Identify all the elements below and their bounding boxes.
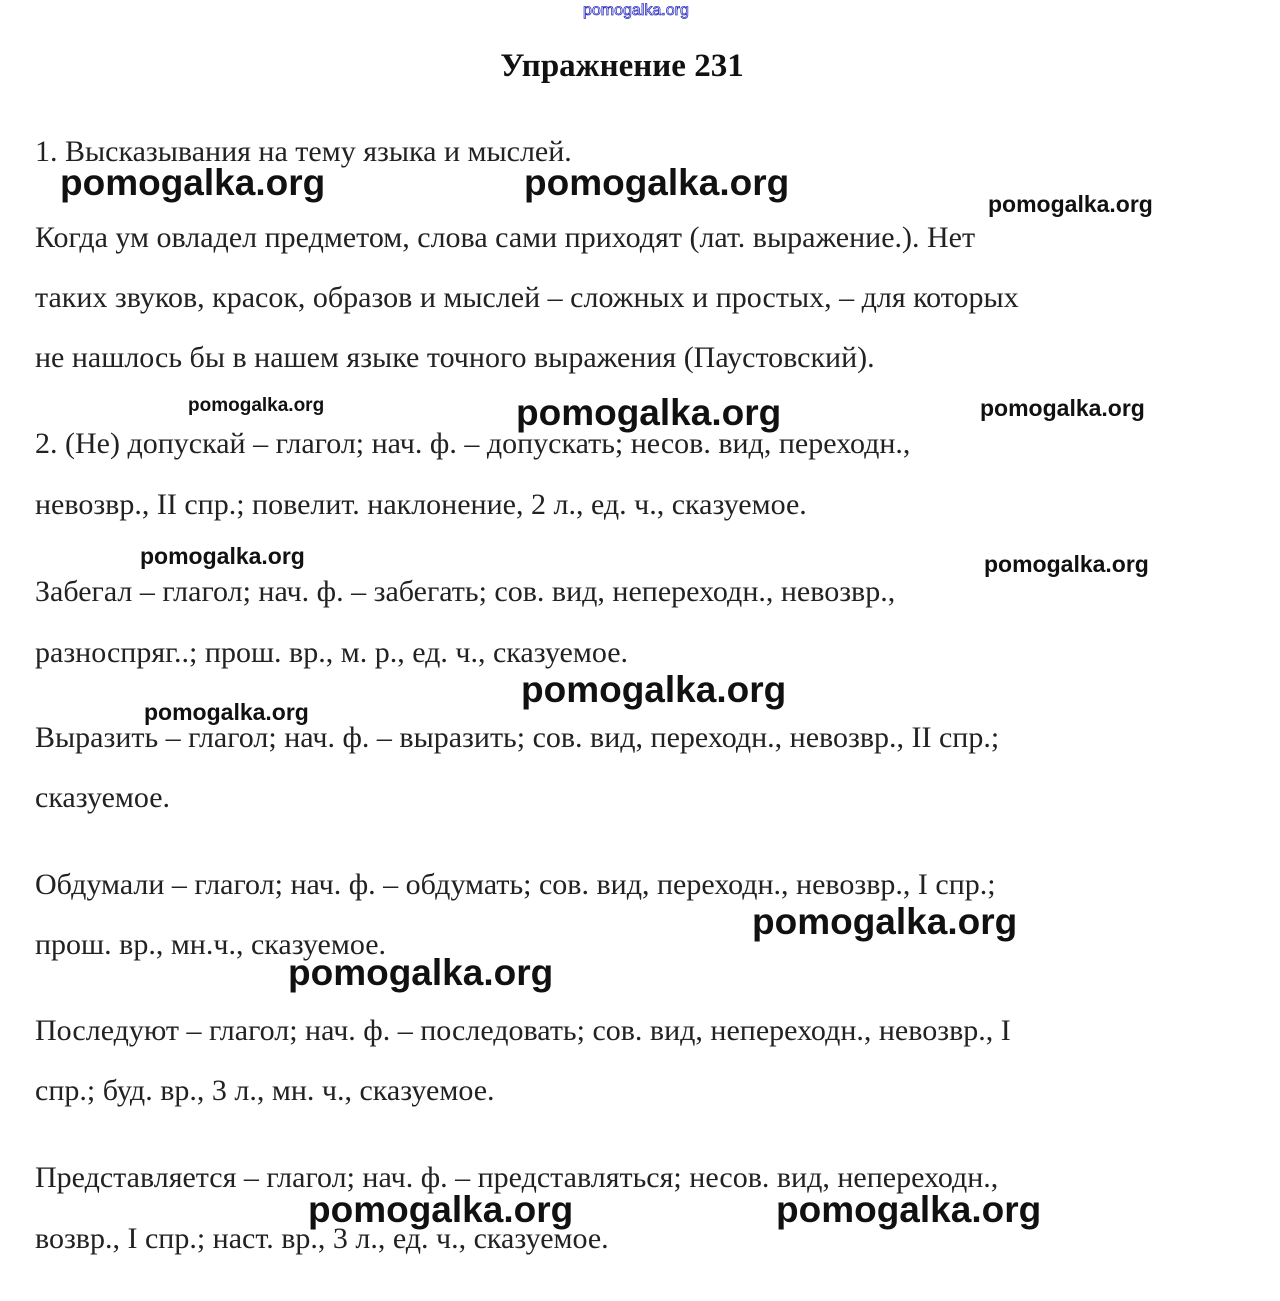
text-line: Последуют – глагол; нач. ф. – последовать; сов. вид, непереходн., невозвр., I: [35, 1014, 1011, 1047]
watermark: pomogalka.org: [140, 543, 305, 569]
text-line: Забегал – глагол; нач. ф. – забегать; сов. вид, непереходн., невозвр.,: [35, 575, 896, 608]
text-line: возвр., I спр.; наст. вр., 3 л., ед. ч., сказуемое.: [35, 1222, 609, 1255]
text-line: разноспряг..; прош. вр., м. р., ед. ч., сказуемое.: [35, 636, 629, 669]
text-line: прош. вр., мн.ч., сказуемое.: [35, 928, 387, 961]
text-line: спр.; буд. вр., 3 л., мн. ч., сказуемое.: [35, 1074, 495, 1107]
watermark: pomogalka.org: [521, 669, 787, 710]
watermark: pomogalka.org: [60, 162, 326, 203]
text-line: Представляется – глагол; нач. ф. – представляться; несов. вид, непереходн.,: [35, 1161, 999, 1194]
watermark: pomogalka.org: [776, 1189, 1042, 1230]
section-heading: 1. Высказывания на тему языка и мыслей.: [35, 135, 572, 168]
watermark: pomogalka.org: [188, 395, 325, 416]
site-link[interactable]: pomogalka.org: [583, 2, 689, 19]
text-line: не нашлось бы в нашем языке точного выражения (Паустовский).: [35, 341, 875, 374]
watermark: pomogalka.org: [516, 392, 782, 433]
text-line: таких звуков, красок, образов и мыслей – сложных и простых, – для которых: [35, 281, 1019, 314]
text-line: 2. (Не) допускай – глагол; нач. ф. – допускать; несов. вид, переходн.,: [35, 427, 911, 460]
text-line: невозвр., II спр.; повелит. наклонение, 2 л., ед. ч., сказуемое.: [35, 488, 807, 521]
watermark: pomogalka.org: [984, 551, 1149, 577]
page-title: Упражнение 231: [500, 48, 744, 84]
text-line: сказуемое.: [35, 781, 171, 814]
watermark: pomogalka.org: [988, 191, 1153, 217]
watermark: pomogalka.org: [144, 699, 309, 725]
watermark: pomogalka.org: [288, 952, 554, 993]
text-line: Когда ум овладел предметом, слова сами приходят (лат. выражение.). Нет: [35, 221, 976, 254]
watermark: pomogalka.org: [752, 901, 1018, 942]
watermark: pomogalka.org: [980, 395, 1145, 421]
text-line: Обдумали – глагол; нач. ф. – обдумать; сов. вид, переходн., невозвр., I спр.;: [35, 868, 996, 901]
watermark: pomogalka.org: [524, 162, 790, 203]
watermark: pomogalka.org: [308, 1189, 574, 1230]
text-line: Выразить – глагол; нач. ф. – выразить; сов. вид, переходн., невозвр., II спр.;: [35, 721, 1000, 754]
